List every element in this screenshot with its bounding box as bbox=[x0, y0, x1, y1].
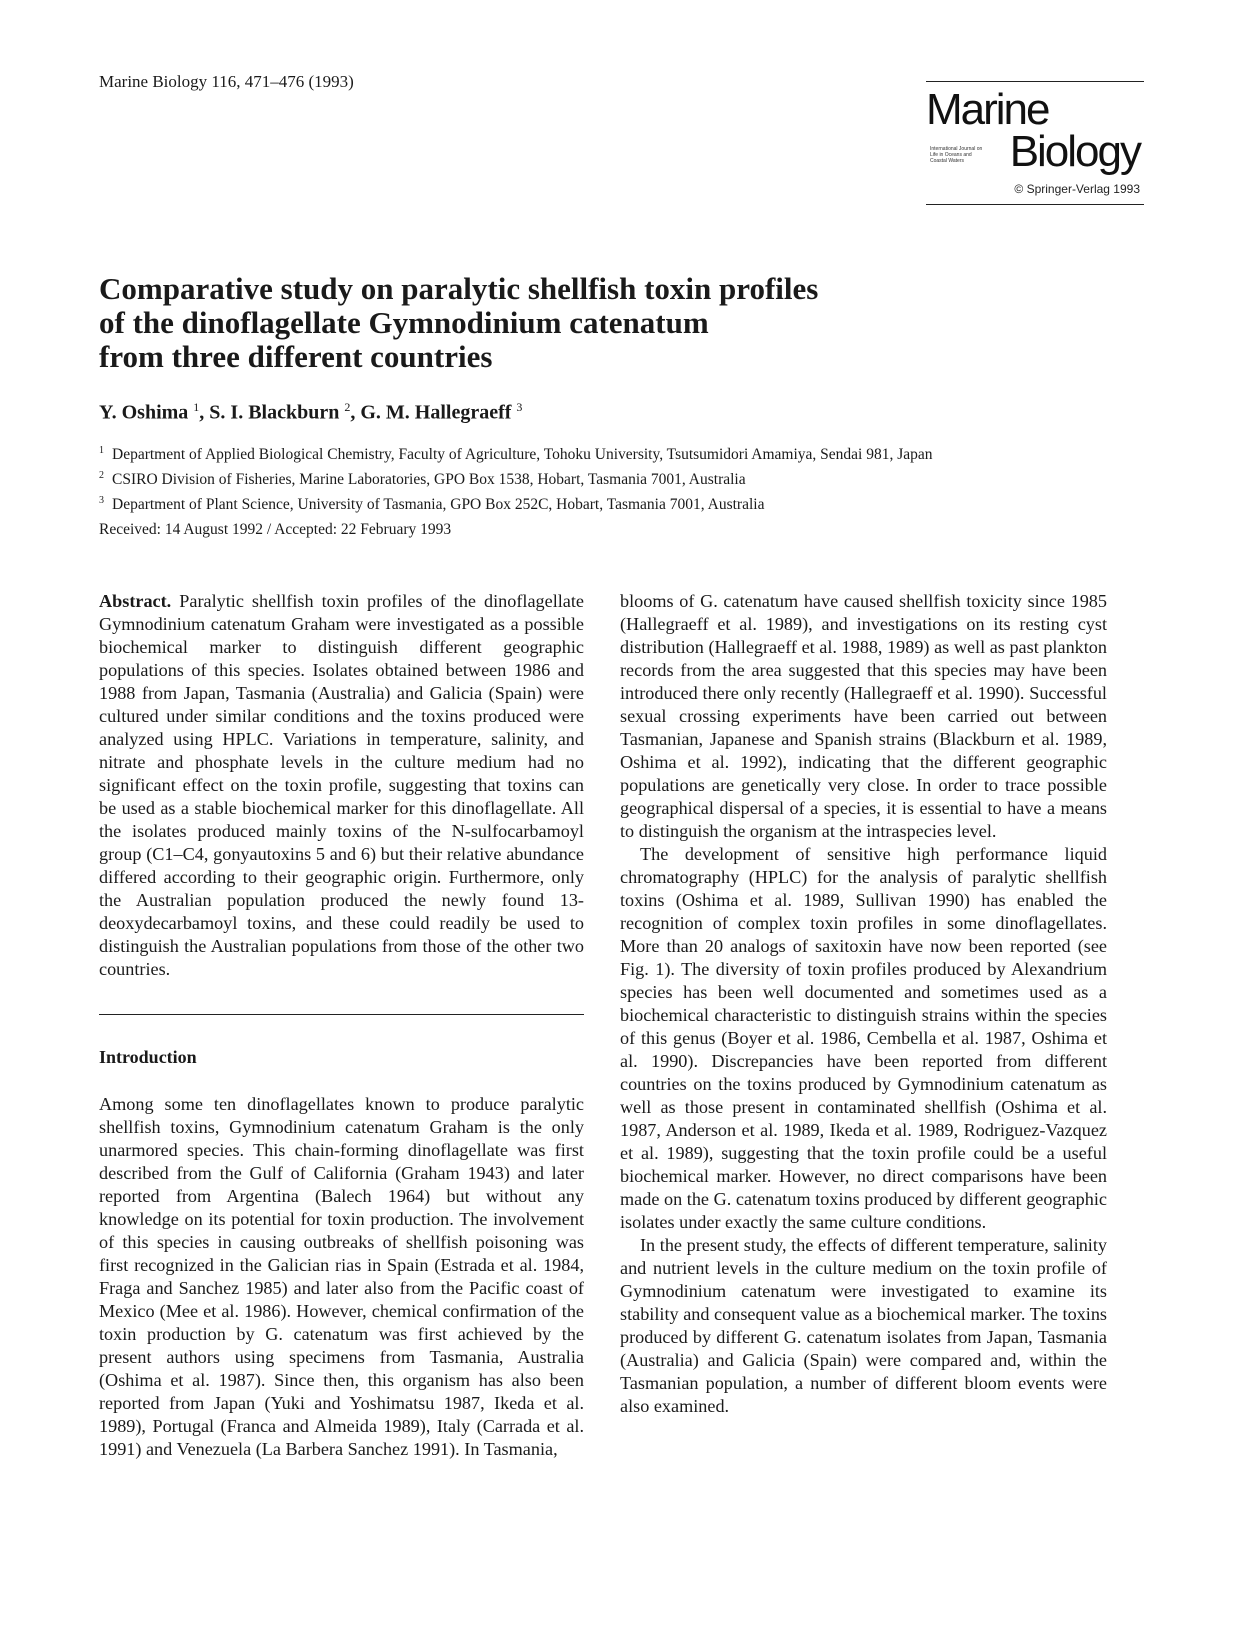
affiliation-mark: 2 bbox=[99, 470, 104, 482]
author-mark: 2 bbox=[344, 400, 351, 414]
author-mark: 1 bbox=[193, 400, 200, 414]
section-divider bbox=[99, 1014, 584, 1015]
affiliation-item bbox=[99, 465, 933, 490]
intro-paragraph-3: In the present study, the effects of different temperature, salinity and nutrient levels in the culture medium on the toxin profile of Gymnodinium catenatum were investigated to examine its stability and consequent value as a biochemical marker. The toxins produced by different G. catenatum isolates from Japan, Tasmania (Australia) and Galicia (Spain) were compared and, within the Tasmanian population, a number of different bloom events were also examined. bbox=[620, 1235, 1107, 1416]
affiliation-list bbox=[99, 440, 933, 515]
introduction-heading: Introduction bbox=[99, 1047, 197, 1067]
intro-paragraph-2: The development of sensitive high performance liquid chromatography (HPLC) for the analysis of paralytic shellfish toxins (Oshima et al. 1989, Sullivan 1990) has enabled the recognition of complex toxin profiles in some dinoflagellates. More than 20 analogs of saxitoxin have now been reported (see Fig. 1). The diversity of toxin profiles produced by Alexandrium species has been well documented and sometimes used as a biochemical characteristic to distinguish strains within the species of this genus (Boyer et al. 1986, Cembella et al. 1987, Oshima et al. 1990). Discrepancies have been reported from different countries on the toxins produced by Gymnodinium catenatum as well as those present in contaminated shellfish (Oshima et al. 1987, Anderson et al. 1989, Ikeda et al. 1989, Rodriguez-Vazquez et al. 1989), suggesting that the toxin profile could be a useful biochemical marker. However, no direct comparisons have been made on the G. catenatum toxins produced by different geographic isolates under exactly the same culture conditions. bbox=[620, 844, 1107, 1232]
received-dates: Received: 14 August 1992 / Accepted: 22 February 1993 bbox=[99, 521, 452, 538]
author-mark: 3 bbox=[516, 400, 523, 414]
title-line-3: from three different countries bbox=[99, 339, 493, 374]
journal-logo bbox=[926, 76, 1144, 210]
abstract-section bbox=[99, 590, 584, 981]
logo-rule-bottom bbox=[926, 204, 1144, 205]
abstract-paragraph bbox=[99, 590, 584, 981]
author-list: Y. Oshima $^1$, S. I. Blackburn $^2$, G. M. Hallegraeff $^3$ bbox=[99, 400, 523, 424]
affiliation-text: CSIRO Division of Fisheries, Marine Laboratories, GPO Box 1538, Hobart, Tasmania 7001, Australia bbox=[112, 471, 746, 489]
title-line-2: of the dinoflagellate Gymnodinium catenatum bbox=[99, 305, 709, 340]
intro-paragraph-1: Among some ten dinoflagellates known to produce paralytic shellfish toxins, Gymnodinium catenatum Graham is the only unarmored species. This chain-forming dinoflagellate was first described from the Gulf of California (Graham 1943) and later reported from Argentina (Balech 1964) but without any knowledge on its potential for toxin production. The involvement of this species in causing outbreaks of shellfish poisoning was first recognized in the Galician rias in Spain (Estrada et al. 1984, Fraga and Sanchez 1985) and later also from the Pacific coast of Mexico (Mee et al. 1986). However, chemical confirmation of the toxin production by G. catenatum was first achieved by the present authors using specimens from Tasmania, Australia (Oshima et al. 1987). Since then, this organism has also been reported from Japan (Yuki and Yoshimatsu 1987, Ikeda et al. 1989), Portugal (Franca and Almeida 1989), Italy (Carrada et al. 1991) and Venezuela (La Barbera Sanchez 1991). In Tasmania, bbox=[99, 1094, 584, 1459]
logo-marine-text: Marine bbox=[926, 85, 1049, 134]
affiliation-item bbox=[99, 490, 933, 515]
author-name: S. I. Blackburn bbox=[209, 401, 340, 424]
copyright-notice: © Springer-Verlag 1993 bbox=[1014, 182, 1140, 196]
introduction-left-column bbox=[99, 1093, 584, 1461]
author-name: G. M. Hallegraeff bbox=[360, 401, 512, 424]
affiliation-text: Department of Applied Biological Chemistry, Faculty of Agriculture, Tohoku University, Tsutsumidori Amamiya, Sendai 981, Japan bbox=[112, 446, 933, 464]
journal-citation: Marine Biology 116, 471–476 (1993) bbox=[99, 72, 354, 91]
title-line-1: Comparative study on paralytic shellfish toxin profiles bbox=[99, 271, 819, 306]
logo-tagline: International Journal on Life in Oceans and Coastal Waters bbox=[930, 146, 983, 164]
logo-rule-top bbox=[926, 81, 1144, 82]
introduction-right-column bbox=[620, 590, 1107, 1418]
intro-paragraph-1-continued: blooms of G. catenatum have caused shellfish toxicity since 1985 (Hallegraeff et al. 1989), and investigations on its resting cyst distribution (Hallegraeff et al. 1988, 1989) as well as past plankton records from the area suggested that this species may have been introduced there only recently (Hallegraeff et al. 1990). Successful sexual crossing experiments have been carried out between Tasmanian, Japanese and Spanish strains (Blackburn et al. 1989, Oshima et al. 1992), indicating that the different geographic populations are genetically very close. In order to trace possible geographical dispersal of a species, it is essential to have a means to distinguish the organism at the intraspecies level. bbox=[620, 591, 1107, 841]
abstract-text: Paralytic shellfish toxin profiles of the dinoflagellate Gymnodinium catenatum Graham were investigated as a possible biochemical marker to distinguish different geographic populations of this species. Isolates obtained between 1986 and 1988 from Japan, Tasmania (Australia) and Galicia (Spain) were cultured under similar conditions and the toxins produced were analyzed using HPLC. Variations in temperature, salinity, and nitrate and phosphate levels in the culture medium had no significant effect on the toxin profile, suggesting that toxins can be used as a stable biochemical marker for this dinoflagellate. All the isolates produced mainly toxins of the N-sulfocarbamoyl group (C1–C4, gonyautoxins 5 and 6) but their relative abundance differed according to their geographic origin. Furthermore, only the Australian population produced the newly found 13-deoxydecarbamoyl toxins, and these could readily be used to distinguish the Australian populations from those of the other two countries. bbox=[99, 591, 585, 979]
affiliation-mark: 3 bbox=[99, 495, 104, 507]
author-name: Y. Oshima bbox=[99, 401, 189, 424]
abstract-label: Abstract. bbox=[99, 591, 172, 611]
affiliation-item bbox=[99, 440, 933, 465]
affiliation-text: Department of Plant Science, University of Tasmania, GPO Box 252C, Hobart, Tasmania 7001, Australia bbox=[112, 496, 765, 514]
affiliation-mark: 1 bbox=[99, 445, 104, 456]
logo-biology-text: Biology bbox=[1009, 127, 1140, 176]
paper-title bbox=[99, 272, 999, 374]
